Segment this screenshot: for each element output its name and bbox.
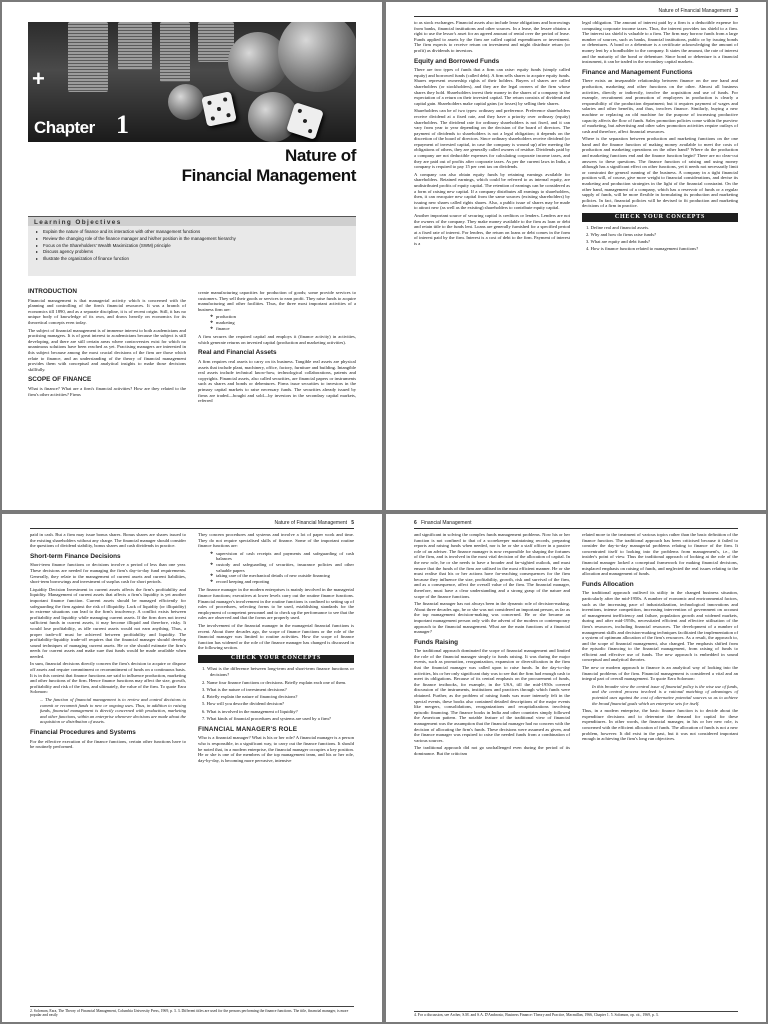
question-item: 2. Name four finance functions or decisions. Briefly explain each one of them. [202,679,347,685]
section-heading: Finance and Management Functions [582,68,693,76]
page3-left-column [30,532,186,752]
header-rule [30,528,354,529]
paragraph: What is finance? What are a firm's financial activities? How are they related to the firm's other activities? Firms [28,385,186,397]
question-item: 2. Why and how do firms raise funds? [586,231,657,237]
objectives-heading: Learning Objectives [28,216,356,226]
section-heading: Funds Raising [414,638,459,646]
page1-right-column [198,290,356,406]
paragraph: A firm requires real assets to carry on its business. Tangible real assets are physical assets that include plant, machinery, office, factory, furniture and building. Intangible real assets include technical know-how, technological collaborations, patents and copyrights. Financial assets, also called securities, are financial papers or instruments such as shares and bonds or debentures. Firms issue securities to investors in the primary capital markets to raise necessary funds. The securities already issued by firms are traded—bought and sold—by investors in the secondary capital markets, referred [198,358,356,404]
page-4 [386,514,766,1022]
paragraph: A firm secures the required capital and employs it (finance activity) in activities, which generate returns on invested capital (production and marketing activities). [198,334,356,345]
paragraph: to as stock exchanges. Financial assets also include lease obligations and borrowings from banks, financial institutions and other sources. In a lease, the lessee obtains a right to use the lessor's asset for an agreed amount of rental over the period of lease. Funds applied to assets by the firm are called capital expenditures or investment. The firm expects to receive return on investment and might distribute return (or profit) as dividends to investors. [414,20,570,53]
paragraph: The subject of financial management is of immense interest to both academicians and practising managers. It is of great interest to academicians because the subject is still developing, and there are still certain areas where controversies exist for which no unanimous solutions have been reached as yet. Practising managers are interested in this subject because among the most crucial decisions of the firm are those which relate to finance, and an understanding of the theory of financial management provides them with conceptual and analytical insights to make those decisions skillfully. [28,327,186,372]
section-heading: FINANCIAL MANAGER'S ROLE [198,725,298,733]
plus-symbol: + [32,66,45,91]
list-item: ❖ taking care of the mechanical details of new outside financing [210,573,354,579]
paragraph: In sum, financial decisions directly concern the firm's decision to acquire or dispose off assets and require commitment or recommitment of funds on a continuous basis. It is in this context that finance functions are said to influence production, marketing and other functions of the firm. Hence finance functions may affect the size, growth, profitability and risk of the firm, and ultimately, the value of the firm. To quote Ezra Solomon: [30,661,186,695]
objective-item: ▸ Discuss agency problems [36,249,348,256]
question-item: 6. What is involved in the management of liquidity? [202,708,298,714]
paragraph: and significant in solving the complex funds management problems. Now his or her function is not confined to that of a scorekeeper maintaining records, preparing reports and raising funds when needed, nor is he or she a staff officer in a passive role of an adviser. The finance manager is now responsible for shaping the fortunes of the firm, and is involved in the most vital decision of the allocation of capital. In the new role, he or she needs to have a broader and far-sighted outlook, and must ensure that the funds of the firm are utilised in the most efficient manner. He or she must realise that his or her actions have far-reaching consequences for the firm because they influence the size, profitability, growth, risk and survival of the firm, and as a consequence, affect the overall value of the firm. The financial manager, therefore, must have a clear understanding and a strong grasp of the nature and scope of the finance functions. [414,532,570,599]
concept-questions [198,663,354,721]
paragraph: Where is the separation between production and marketing functions on the one hand and the finance function of making money available to meet the costs of production and marketing operations on the other hand? Where do the production and marketing functions end and the finance function begin? There are no clear-cut answers to these questions. The finance function of raising and using money although has a significant effect on other functions, yet it needs not necessarily limit or constraint the general running of the business. A company in a tight financial position will, of course, give more weight to financial considerations, and devise its marketing and production strategies in the light of the financial constraint. On the other hand, management of a company, which has a reservoir of funds or a regular supply of funds, will be more flexible in formulating its production and marketing policies. In fact, financial policies will be devised to fit production and marketing decisions of a firm in practice. [582,136,738,209]
paragraph: Shareholders can be of two types: ordinary and preference. Preference shareholders receive dividend at a fixed rate, and they have a priority over ordinary (equity) shareholders. The dividend rate for ordinary shareholders is not fixed, and it can vary from year to year depending on the decision of the board of directors. The payment of dividends to shareholders is not a legal obligation; it depends on the discretion of the board of directors. Since ordinary shareholders receive dividend (or repayment of invested capital, in case the company is wound up) after meeting the obligations of others, they are generally called owners of residue. Dividends paid by a company are not deductible expenses for calculating corporate income taxes, and they are paid out of profits after corporate taxes. As per the current laws in India, a company is required to pay 15 per cent tax on dividends. [414,108,570,170]
chapter-number: 1 [116,110,129,139]
check-your-concepts-heading: CHECK YOUR CONCEPTS [198,655,354,664]
header-rule [414,528,738,529]
check-your-concepts-box [582,213,738,252]
paragraph: Financial management is that managerial activity which is concerned with the planning and controlling of the firm's financial resources. It was a branch of economics till 1890, and as a separate discipline, it is of recent origin. Still, it has no unique body of knowledge of its own, and draws heavily on economics for its theoretical concepts even today. [28,297,186,325]
routine-functions-list [210,551,354,585]
paragraph: Short-term finance functions or decisions involve a period of less than one year. These decisions are needed for managing the firm's day-to-day fund requirements. Generally, they relate to the management of current assets and current liabilities, short-term borrowings and investment of surplus cash for short periods. [30,562,186,585]
chapter-label: Chapter [34,118,95,137]
section-heading: Financial Procedures and Systems [30,729,136,736]
chapter-hero-image [28,22,356,142]
header-rule [414,16,738,17]
paragraph: The financial manager has not always been in the dynamic role of decision-making. About three decades ago, he or she was not considered an important person, as far as the top management decision-making was concerned. He or she became an important management person only with the advent of the modern or contemporary approach to the financial management. What are the main functions of a financial manager? [414,601,570,635]
objectives-list [28,226,356,276]
list-item: ❖ record keeping and reporting [210,579,354,585]
activity-list [210,314,356,331]
paragraph: paid in cash. But a firm may issue bonus shares. Bonus shares are shares issued to the existing shareholders without any charge. The financial manager should consider the questions of dividend stability, bonus shares and cash dividends in practice. [30,532,186,549]
page2-left-column [414,20,570,249]
concept-questions [582,222,738,253]
page3-right-column [198,532,354,765]
check-your-concepts-box [198,655,354,722]
section-heading: Short-term Finance Decisions [30,552,121,560]
list-item: ❖ finance [210,326,356,332]
page-3 [2,514,382,1022]
paragraph: There are two types of funds that a firm can raise: equity funds (simply called equity) and borrowed funds (called debt). A firm sells shares to acquire equity funds. Shares represent ownership rights of their holders. Buyers of shares are called shareholders (or stockholders), and they are the legal owners of the firm whose shares they hold. Shareholders invest their money in the shares of a company in the expectation of a return on their invested capital. The return consists of dividend and capital gain. Shareholders make capital gains (or losses) by selling their shares. [414,67,570,106]
paragraph: They concern procedures and systems and involve a lot of paper work and time. They do not require specialised skills of finance. Some of the important routine finance functions are: [198,532,354,549]
section-heading: INTRODUCTION [28,288,77,295]
running-head: Nature of Financial Management 3 [658,8,738,14]
section-heading: Real and Financial Assets [198,349,277,357]
objective-item: ▸ Illustrate the organization of finance function [36,256,348,263]
paragraph: There exists an inseparable relationship between finance on the one hand and production, marketing and other functions on the other. Almost all business activities, directly or indirectly, involve the acquisition and use of funds. For example, recruitment and promotion of employees in production is clearly a responsibility of the production department; but it requires payment of wages and salaries and other benefits, and thus, involves finance. Similarly, buying a new machine or replacing an old machine for the purpose of increasing productive capacity affects the flow of funds. Sales promotion policies come within the purview of marketing, but advertising and other sales promotion activities require outlays of cash and therefore, affect financial resources. [582,78,738,134]
section-heading: Funds Allocation [582,580,634,588]
section-heading: Equity and Borrowed Funds [414,57,500,65]
objective-item: ▸ Explain the nature of finance and its interaction with other management functions [36,229,348,236]
paragraph: related more to the treatment of various topics rather than the basic definition of the finance function. The traditional approach has been criticised because it failed to consider the day-to-day managerial problems relating to finance of the firm. It concentrated itself to looking into the problems from management's, i.e., the insider's point of view. Thus the traditional approach of looking at the role of the financial manager lacked a conceptual framework for making financial decisions, misplaced emphasis on raising of funds, and neglected the real issues relating to the allocation and management of funds. [582,532,738,577]
list-item: ❖ supervision of cash receipts and payments and safeguarding of cash balances [210,551,354,562]
chapter-title: Nature of Financial Management [181,146,356,185]
paragraph: For the effective execution of the finance functions, certain other functions have to be routinely performed. [30,738,186,750]
block-quote: In this broader view the central issue of financial policy is the wise use of funds, and the central process involved is a rational matching of advantages of potential uses against the cost of alternative potential sources so as to achieve the broad financial goals which an enterprise sets for itself. [592,683,738,706]
paragraph: The traditional approach outlived its utility in the changed business situation, particularly after the mid-1950s. A number of economic and environmental factors, such as the increasing pace of industrialization, technological innovations and inventions, intense competition, increasing intervention of government on account of management inefficiency and failure, population growth and widened markets, during and after mid-1950s, necessitated efficient and effective utilisation of the firm's resources, including financial resources. The development of a number of management skills and decision-making techniques facilitated the implementation of a system of optimum allocation of the firm's resources. As a result, the approach to, and the scope of financial management, also changed. The emphasis shifted from the episodic financing to the financial management, from raising of funds to efficient and effective use of funds. The new approach is embedded in sound conceptual and analytical theories. [582,590,738,663]
paragraph: The new or modern approach to finance is an analytical way of looking into the financial problems of the firm. Financial management is considered a vital and an integral part of overall management. To quote Ezra Solomon: [582,665,738,682]
running-head: 6 Financial Management [414,520,472,526]
question-item: 4. How is finance function related to management functions? [586,246,699,252]
paragraph: Thus, in a modern enterprise, the basic finance function is to decide about the expenditure decisions and to determine the demand for capital for these expenditures. In other words, the financial manager, in his or her new role, is concerned with the efficient allocation of funds. The allocation of funds is not a new problem, however. It did exist in the past, but it was not considered important enough in achieving the firm's long run objectives. [582,708,738,742]
paragraph: Liquidity Decision Investment in current assets affects the firm's profitability and liquidity. Management of current assets that affects a firm's liquidity is yet another important finance function. Current assets should be managed efficiently for safeguarding the firm against the risk of illiquidity. Lack of liquidity (or illiquidity) in extreme situations can lead to the firm's insolvency. A conflict exists between profitability and liquidity while managing current assets. If the firm does not invest sufficient funds in current assets, it may become illiquid and therefore, risky. It would lose profitability, as idle current assets would not earn anything. Thus, a proper trade-off must be achieved between profitability and liquidity. The profitability-liquidity trade-off requires that the financial manager should develop sound techniques of managing current assets. He or she should estimate the firm's needs for current assets and make sure that funds would be made available when needed. [30,586,186,659]
question-item: 3. What are equity and debt funds? [586,239,651,245]
objective-item: ▸ Review the changing role of the finance manager and his/her position in the management hierarchy [36,236,348,243]
block-quote: ... The function of financial management is to review and control decisions to commit or recommit funds to new or ongoing uses. Thus, in addition to raising funds, financial management is directly concerned with production, marketing and other functions, within an enterprise whenever decisions are made about the acquisition or distribution of assets. [40,697,186,725]
footnote: 4. For a discussion, see Archer, S.M. and S.A. D'Ambrosio, Business Finance: Theory and Practice, Macmillan, 1966, Chapter 1. 5. Solomon, op. cit., 1969, p. 3. [414,1011,738,1018]
page4-right-column [582,532,738,744]
question-item: 3. What is the nature of investment decisions? [202,686,287,692]
paragraph: The finance manager in the modern enterprises is mainly involved in the managerial finance functions; executives at lower levels carry out the routine finance functions. Financial manager's involvement in the routine functions is confined to setting up of rules of procedures, selecting forms to be used, establishing standards for the employment of competent personnel and to check up the performance to see that the rules are observed and that the forms are properly used. [198,587,354,621]
page-2 [386,2,766,510]
footnote: 2. Solomon, Ezra, The Theory of Financial Management, Columbia University Press, 1969, p. 3. 3. Different titles are used for the persons performing the finance functions. The title, financial manager, is more popular and easily [30,1006,354,1018]
question-item: 1. What is the difference between long-term and short-term finance functions or decisions? [202,666,354,678]
question-item: 7. What kinds of financial procedures and systems are used by a firm? [202,716,331,722]
objective-item: ▸ Focus on the Shareholders' Wealth Maximization (SWM) principle [36,243,348,250]
question-item: 4. Briefly explain the nature of financing decisions? [202,694,298,700]
question-item: 5. How will you describe dividend decision? [202,701,285,707]
section-heading: SCOPE OF FINANCE [28,376,92,384]
paragraph: Another important source of securing capital is creditors or lenders. Lenders are not the owners of the company. They make money available to the firm as loan or debt and retain title to the funds lent. Loans are generally furnished for a specified period at a fixed rate of interest. For lenders, the return on loans or debt comes in the form of interest paid by the firm. Interest is a cost of debt to the firm. Payment of interest is a [414,213,570,246]
list-item: ❖ marketing [210,320,356,326]
running-head: Nature of Financial Management 5 [274,520,354,526]
paragraph: legal obligation. The amount of interest paid by a firm is a deductible expense for computing corporate income taxes. Thus, the interest provides tax shield to a firm. The interest tax shield is valuable to a firm. The firm may borrow funds from a large number of sources, such as banks, financial institutions, public or by issuing bonds or debentures. A bond or a debenture is a certificate acknowledging the amount of money lent by a bondholder to the company. It states the amount, the rate of interest and the maturity of the bond or debenture. Since bond or debenture is a financial instrument, it can be traded in the secondary capital markets. [582,20,738,65]
paragraph: The involvement of the financial manager in the managerial financial functions is recent. About three decades ago, the scope of finance functions or the role of the financial manager was limited to routine activities. How the scope of finance function has widened or the role of the finance manager has changed is discussed in the following section. [198,622,354,651]
paragraph: The traditional approach dominated the scope of financial management and limited the role of the financial manager simply to funds raising. It was during the major events, such as promotion, reorganization, expansion or diversification in the firm that the financial manager was called upon to raise funds. In the day-to-day activities, his or her only significant duty was to see that the firm had enough cash to meet its obligations. Because of its central emphasis on the procurement of funds, the finance textbooks, for example, in the USA, till the mid-1950s covered discussion of the instruments, institutions and practices through which funds were obtained. Further, as the problem of raising funds was more intensely felt in the special events, these books also contained detailed descriptions of the major events like mergers, consolidations, reorganizations and recapitalizations involving episodic financing. The finance books in India and other countries simply followed the American pattern. The notable feature of the traditional view of financial management was the assumption that the financial manager had no concern with the decision of allocating the firm's funds. These decisions were assumed as given, and the finance manager was required to raise the needed funds from a combination of various sources. [414,648,570,743]
paragraph: The traditional approach did not go unchallenged even during the period of its dominance. But the criticism [414,745,570,756]
list-item: ❖ production [210,314,356,320]
paragraph: Who is a financial manager? What is his or her role? A financial manager is a person who is responsible, in a significant way, to carry out the finance functions. It should be noted that, in a modern enterprise, the financial manager occupies a key position. He or she is one of the members of the top management team, and his or her role, day-by-day, is becoming more pervasive, intensive [198,735,354,763]
paragraph: A company can also obtain equity funds by retaining earnings available for shareholders. Retained earnings, which could be referred to as internal equity, are undistributed profits of equity capital. The retention of earnings can be considered as a form of raising new capital. If a company distributes all earnings to shareholders, then, it can reacquire new capital from the same sources (existing shareholders) by issuing new shares called rights shares. Also, a public issue of shares may be made to attract new (as well as the existing) shareholders to contribute equity capital. [414,171,570,211]
check-your-concepts-heading: CHECK YOUR CONCEPTS [582,213,738,222]
list-item: ❖ custody and safeguarding of securities, insurance policies and other valuable papers [210,562,354,573]
page1-left-column [28,284,186,399]
page4-left-column [414,532,570,759]
question-item: 1. Define real and financial assets. [586,224,650,230]
page2-right-column [582,20,738,255]
page-1 [2,2,382,510]
paragraph: create manufacturing capacities for production of goods; some provide services to customers. They sell their goods or services to earn profit. They raise funds to acquire manufacturing and other facilities. Thus, the three most important activities of a business firm are: [198,290,356,312]
